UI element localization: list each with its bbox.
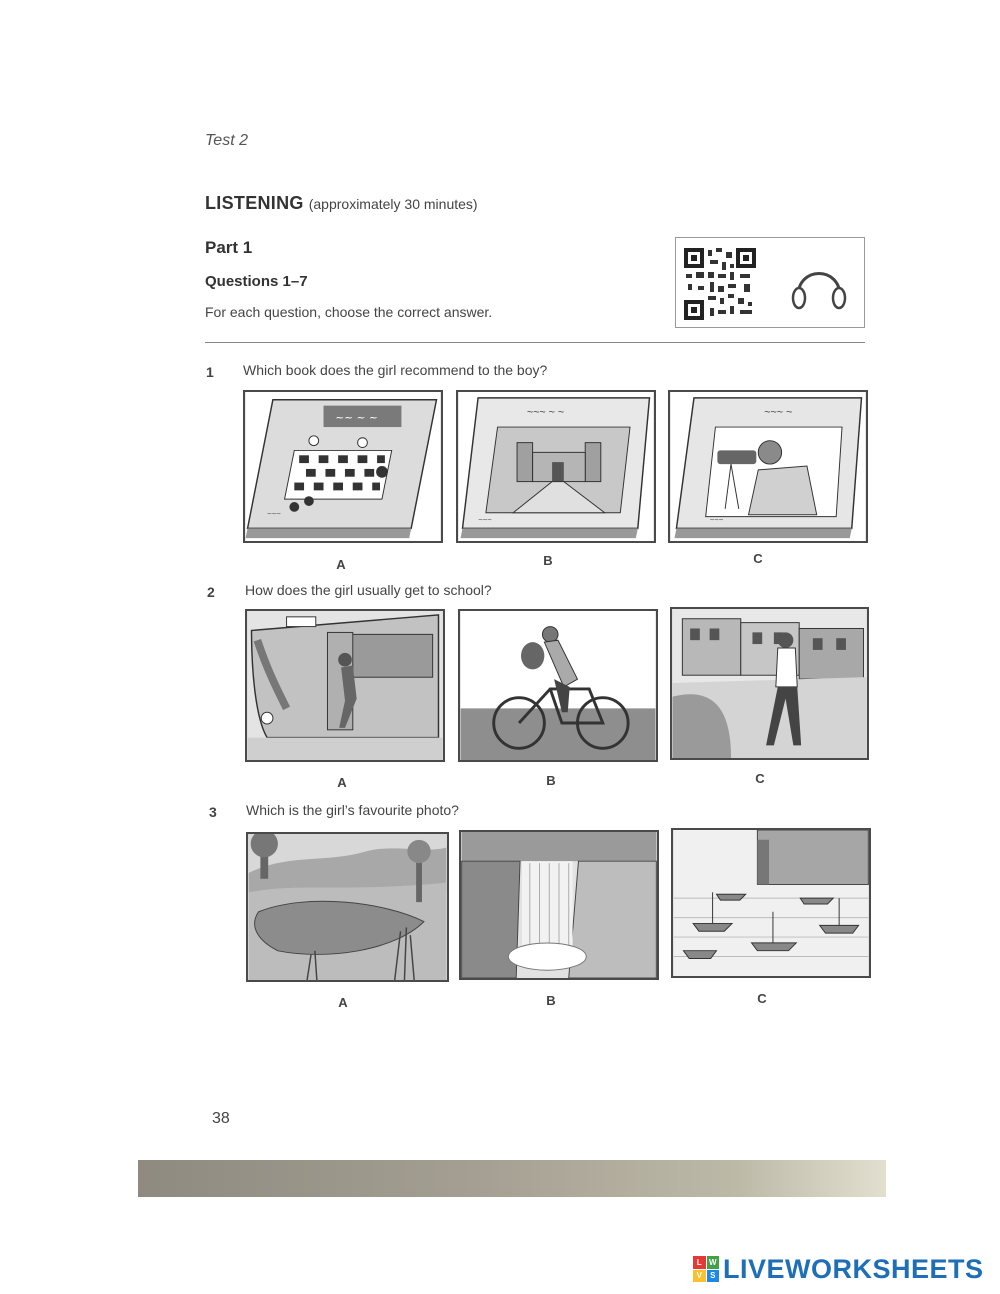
page-number: 38 [212, 1110, 230, 1127]
test-label: Test 2 [205, 132, 248, 149]
option-label: C [757, 991, 767, 1006]
qr-code-icon[interactable] [684, 248, 756, 320]
liveworksheets-brand[interactable] [693, 1254, 984, 1284]
question-text: Which book does the girl recommend to the boy? [243, 362, 548, 378]
question-number: 1 [206, 364, 214, 380]
svg-text:~~~: ~~~ [267, 509, 281, 519]
svg-text:~~~ ~: ~~~ ~ [764, 406, 793, 419]
svg-text:~~ ~ ~: ~~ ~ ~ [335, 411, 378, 425]
option-image-waterfall[interactable] [459, 830, 659, 980]
section-heading [205, 193, 478, 214]
option-label: C [753, 551, 763, 566]
section-title: LISTENING [205, 193, 304, 213]
question-text: How does the girl usually get to school? [245, 582, 492, 598]
footer-bar [138, 1160, 886, 1197]
divider [205, 342, 865, 343]
option-label: A [336, 557, 346, 572]
option-image-harbour[interactable] [671, 828, 871, 978]
option-label: B [546, 773, 556, 788]
question-number: 3 [209, 804, 217, 820]
option-image-walking[interactable] [670, 607, 869, 760]
svg-text:~~~ ~ ~: ~~~ ~ ~ [526, 406, 564, 419]
option-image-chess-book[interactable] [243, 390, 443, 543]
option-label: B [546, 993, 556, 1008]
part-title: Part 1 [205, 238, 253, 257]
question-text: Which is the girl’s favourite photo? [246, 802, 459, 818]
instruction-text: For each question, choose the correct answer. [205, 304, 493, 320]
svg-text:~~~: ~~~ [478, 515, 492, 525]
liveworksheets-logo-icon: L W V S [693, 1256, 719, 1282]
option-label: B [543, 553, 553, 568]
option-label: C [755, 771, 765, 786]
section-duration: (approximately 30 minutes) [308, 196, 478, 212]
option-image-photographer-book[interactable] [668, 390, 868, 543]
option-image-bicycle[interactable] [458, 609, 658, 762]
option-label: A [338, 995, 348, 1010]
option-label: A [337, 775, 347, 790]
svg-text:~~~: ~~~ [709, 515, 724, 525]
option-image-castle-book[interactable] [456, 390, 656, 543]
option-image-river[interactable] [246, 832, 449, 982]
question-number: 2 [207, 584, 215, 600]
questions-range: Questions 1–7 [205, 273, 308, 290]
headphones-icon [788, 252, 850, 314]
audio-box [675, 237, 865, 328]
brand-name: LIVEWORKSHEETS [723, 1253, 984, 1284]
option-image-bus[interactable] [245, 609, 445, 762]
